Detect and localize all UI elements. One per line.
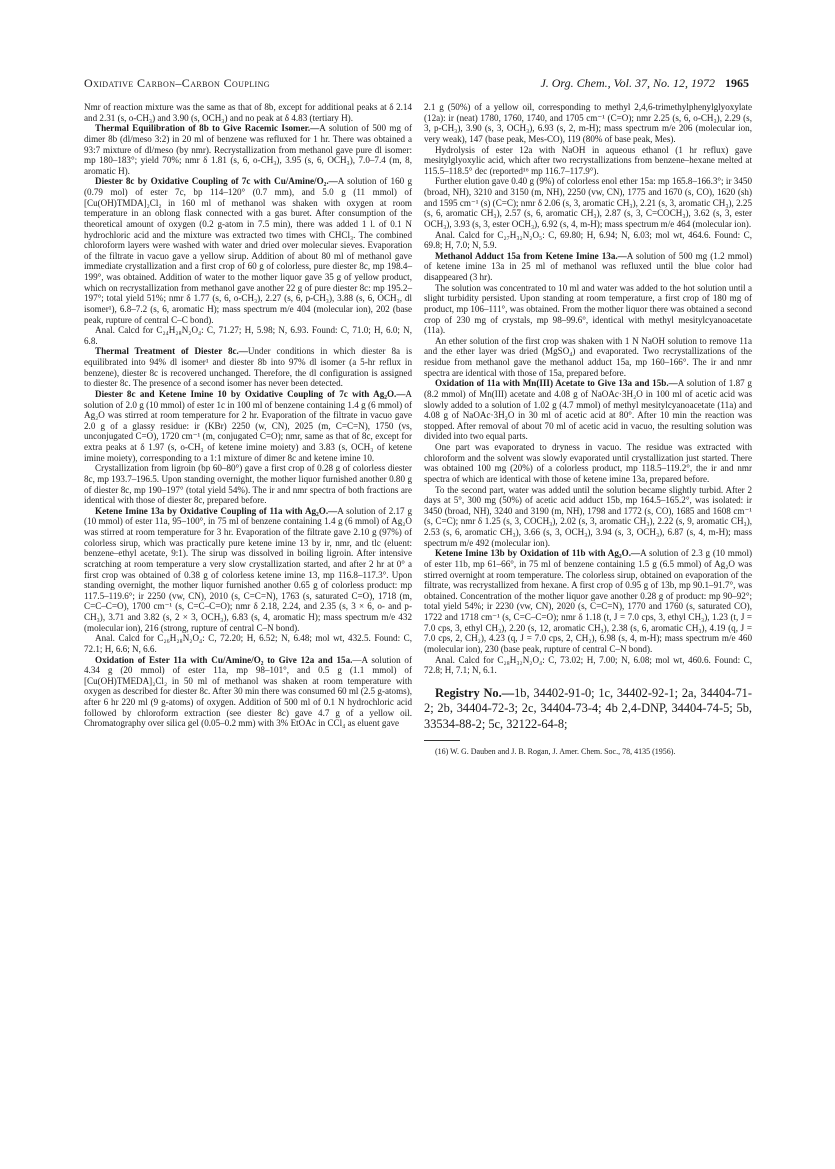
section-heading: Diester 8c and Ketene Imine 10 by Oxidative Coupling of 7c with Ag₂O.— <box>95 388 406 399</box>
paragraph <box>424 336 752 379</box>
paragraph <box>84 633 412 654</box>
paragraph-text: One part was evaporated to dryness in vacuo. The residue was extracted with chloroform and the solvent was slowly evaporated until crystallization just started. There was obtained 100 mg (20%) of a colorless product, mp 118.5–119.2°, the ir and nmr spectra of which are identical with those of ketene imine 13a, prepared before. <box>424 442 752 484</box>
paragraph-text: Further elution gave 0.40 g (9%) of colorless enol ether 15a: mp 165.8–166.3°; ir 3450 (broad, NH), 3210 and 3150 (m, NH), 2250 (vw, CN), 1775 and 1670 (s, CO), 1620 (sh) and 1595 cm⁻¹ (s) (C=C); nmr δ 2.06 (s, 3, aromatic CH₃), 2.21 (s, 3, aromatic CH₃), 2.25 (s, 6, aromatic CH₃), 2.57 (s, 6, aromatic CH₃), 2.87 (s, 3, C=COCH₃), 3.62 (s, 3, ester OCH₃), 3.93 (s, 3, ester OCH₃), 6.92 (s, 4, m-H); mass spectrum m/e 464 (molecular ion). <box>424 176 752 229</box>
section-paragraph <box>84 123 412 176</box>
paragraph-text: 1b, 34402-91-0; 1c, 34402-92-1; 2a, 34404-71-2; 2b, 34404-72-3; 2c, 34404-73-4; 4b 2,4-DNP, 34404-74-5; 5b, 33534-88-2; 5c, 32122-64-8; <box>424 685 752 731</box>
paragraph-text: A solution of 2.17 g (10 mmol) of ester 11a, 95–100°, in 75 ml of benzene containing 1.4 g (6 mmol) of Ag₂O was stirred at room temperature for 3 hr. Evaporation of the filtrate gave 2.10 g (97%) of colorless sirup, which was practically pure ketene imine 13 by ir, nmr, and tlc (eluent: benzene–ethyl acetate, 9:1). The sirup was dissolved in boiling ligroin. After intensive scratching at room temperature a very slow crystallization started, and after 2 hr at 0° a first crop was obtained of 0.38 g of colorless ketene imine 13, mp 116.8–117.3°. Upon standing overnight, the mother liquor furnished another 0.65 g of colorless product: mp 117.5–119.6°; ir 2250 (vw, CN), 2010 (s, C=C=N), 1763 (s, saturated C=O), 1718 (m, C=C–C=O), 1700 cm⁻¹ (s, C=C–C=O); nmr δ 2.18, 2.24, and 2.35 (s, 3 × 6, o- and p-CH₃), 3.71 and 3.82 (s, 2 × 3, OCH₃), 6.83 (s, 4, aromatic H); mass spectrum m/e 432 (molecular ion), 216 (strong, rupture of central C–N bond). <box>84 505 412 633</box>
paragraph <box>84 463 412 506</box>
page-header <box>84 76 749 92</box>
paragraph <box>424 283 752 336</box>
paragraph <box>424 102 752 145</box>
registry-numbers <box>424 686 752 733</box>
paragraph-text: A solution of 1.87 g (8.2 mmol) of Mn(III) acetate and 4.08 g of NaOAc·3H₂O in 100 ml of acetic acid was slowly added to a solution of 1.02 g (4.7 mmol) of methyl mesitylcyanoacetate (11a) and 4.08 g of NaOAc·3H₂O in 30 ml of acetic acid at 80°. After 10 min the reaction was stopped. After removal of about 70 ml of acetic acid in vacuo, the resulting solution was divided into two equal parts. <box>424 378 752 442</box>
paragraph-text: A solution of 2.3 g (10 mmol) of ester 11b, mp 61–66°, in 75 ml of benzene containing 1.5 g (6.5 mmol) of Ag₂O was stirred overnight at room temperature. The colorless sirup, obtained on evaporation of the filtrate, was recrystallized from hexane. A first crop of 0.95 g of 13b, mp 90.1–91.7°, was obtained. Concentration of the mother liquor gave another 0.28 g of product: mp 90–92°; total yield 54%; ir 2230 (vw, CN), 2020 (s, C=C=N), 1770 and 1760 (s, saturated CO), 1722 and 1718 cm⁻¹ (s, C=C–C=O); nmr δ 1.18 (t, J = 7.0 cps, 3, ethyl CH₃), 1.23 (t, J = 7.0 cps, 3, ethyl CH₃), 2.20 (s, 12, aromatic CH₃), 2.38 (s, 6, aromatic CH₃), 4.19 (q, J = 7.0 cps, 2, CH₂), 4.23 (q, J = 7.0 cps, 2, CH₂), 6.98 (s, 4, m-H); mass spectrum m/e 460 (molecular ion), 230 (base peak, rupture of central C–N bond). <box>424 548 752 654</box>
left-column <box>84 102 412 729</box>
section-paragraph <box>424 548 752 654</box>
paragraph-text: To the second part, water was added until the solution became slightly turbid. After 2 days at 5°, 300 mg (50%) of acetic acid adduct 15b, mp 164.5–165.2°, was isolated: ir 3450 (broad, NH), 3240 and 3190 (m, NH), 1798 and 1772 (s, CO), 1685 and 1608 cm⁻¹ (s, C=C); nmr δ 1.25 (s, 3, COCH₃), 2.02 (s, 3, aromatic CH₃), 2.22 (s, 9, aromatic CH₃), 2.53 (s, 6, aromatic CH₃), 3.66 (s, 3, OCH₃), 3.94 (s, 3, OCH₃), 6.87 (s, 4, m-H); mass spectrum m/e 492 (molecular ion). <box>424 484 752 548</box>
paragraph-text: (16) W. G. Dauben and J. B. Rogan, J. Amer. Chem. Soc., 78, 4135 (1956). <box>435 747 676 757</box>
paragraph <box>424 485 752 549</box>
paragraph-text: Anal. Calcd for C₂₇H₃₂N₂O₅: C, 69.80; H, 6.94; N, 6.03; mol wt, 464.6. Found: C, 69.8; H, 7.0; N, 5.9. <box>424 229 752 251</box>
paragraph-text: The solution was concentrated to 10 ml and water was added to the hot solution until a slight turbidity persisted. Upon standing at room temperature, a first crop of 180 mg of product, mp 106–111°, was obtained. From the mother liquor there was obtained a second crop of 230 mg of crystals, mp 98–99.6°, identical with methyl mesitylcyanoacetate (11a). <box>424 282 752 336</box>
section-paragraph <box>84 506 412 634</box>
section-paragraph <box>84 655 412 729</box>
section-heading: Ketene Imine 13a by Oxidative Coupling of 11a with Ag₂O.— <box>95 505 338 516</box>
section-heading: Methanol Adduct 15a from Ketene Imine 13a.— <box>435 250 627 261</box>
paragraph-text: Nmr of reaction mixture was the same as that of 8b, except for additional peaks at δ 2.14 and 2.31 (s, o-CH₃) and 3.90 (s, OCH₃) and no peak at δ 4.83 (tertiary H). <box>84 102 412 123</box>
section-paragraph <box>84 346 412 389</box>
page-number: 1965 <box>725 76 749 90</box>
section-heading: Ketene Imine 13b by Oxidation of 11b with Ag₂O.— <box>435 548 641 559</box>
paragraph <box>424 655 752 676</box>
section-heading: Oxidation of Ester 11a with Cu/Amine/O₂ to Give 12a and 15a. <box>95 654 353 665</box>
section-heading: Oxidation of 11a with Mn(III) Acetate to Give 13a and 15b.— <box>435 378 678 389</box>
paragraph-text: —A solution of 4.34 g (20 mmol) of ester 11a, mp 98–101°, and 0.5 g (1.1 mmol) of [Cu(OH)TMEDA]₂Cl₂ in 50 ml of methanol was shaken at room temperature with oxygen as described for diester 8c. After 30 min there was consumed 60 ml (2.5 g-atoms), after 6 hr 220 ml (9 g-atoms) of oxygen. Addition of 500 ml of 0.1 N hydrochloric acid followed by chloroform extraction (see diester 8c) gave 4.7 g of a yellow oil. Chromatography over silica gel (0.05–0.2 mm) with 3% EtOAc in CCl₄ as eluent gave <box>84 654 412 729</box>
journal-citation <box>540 76 749 91</box>
paragraph <box>424 442 752 485</box>
running-title: Oxidative Carbon–Carbon Coupling <box>84 76 270 90</box>
paragraph-text: Under conditions in which diester 8a is equilibrated into 94% dl isomer¹ and diester 8b into 97% dl isomer (a 5-hr reflux in benzene), diester 8c is recovered unchanged. Therefore, the dl configuration is assigned to diester 8c. The presence of a second isomer has never been detected. <box>84 346 412 389</box>
section-paragraph <box>424 378 752 442</box>
journal-name: J. Org. Chem., Vol. 37, No. 12, 1972 <box>540 76 715 90</box>
paragraph-text: Crystallization from ligroin (bp 60–80°) gave a first crop of 0.28 g of colorless diester 8c, mp 193.7–196.5. Upon standing overnight, the mother liquor furnished another 0.80 g of diester 8c, mp 190–197° (total yield 54%). The ir and nmr spectra of both fractions are identical with those of diester 8c, prepared before. <box>84 463 412 506</box>
paragraph <box>424 145 752 177</box>
paragraph <box>424 176 752 229</box>
section-heading: Diester 8c by Oxidative Coupling of 7c with Cu/Amine/O₂.— <box>95 176 338 187</box>
footnote <box>424 747 752 757</box>
right-column <box>424 102 752 757</box>
paragraph-text: A solution of 500 mg of dimer 8b (dl/meso 3:2) in 20 ml of benzene was refluxed for 1 hr. There was obtained a 93:7 mixture of dl/meso (by nmr). Recrystallization from methanol gave pure dl isomer: mp 180–183°; yield 70%; nmr δ 1.81 (s, 6, o-CH₃), 3.95 (s, 6, OCH₃), 7.0–7.4 (m, 8, aromatic H). <box>84 123 412 176</box>
section-heading: Thermal Equilibration of 8b to Give Racemic Isomer.— <box>95 123 320 134</box>
paragraph-text: Anal. Calcd for C₂₈H₃₂N₂O₄: C, 73.02; H, 7.00; N, 6.08; mol wt, 460.6. Found: C, 72.8; H, 7.1; N, 6.1. <box>424 654 752 676</box>
section-paragraph <box>84 389 412 463</box>
paragraph-text: Hydrolysis of ester 12a with NaOH in aqueous ethanol (1 hr reflux) gave mesitylglyoxylic acid, which after two recrystallizations from benzene–hexane melted at 115.5–118.5° dec (reported¹⁶ mp 116.7–117.9°). <box>424 144 752 176</box>
paragraph-text: Anal. Calcd for C₂₄H₂₈N₂O₄: C, 71.27; H, 5.98; N, 6.93. Found: C, 71.0; H, 6.0; N, 6.8. <box>84 325 412 346</box>
paragraph-text: A solution of 160 g (0.79 mol) of ester 7c, bp 114–120° (0.7 mm), and 5.0 g (11 mmol) of [Cu(OH)TMDA]₂Cl₂ in 160 ml of methanol was shaken with oxygen at room temperature in an oblong flask connected with a gas buret. After consumption of the theoretical amount of oxygen (0.2 g-atom in 7.5 min), there was added 1 l. of 0.1 N hydrochloric acid and the mixture was extracted two times with CHCl₃. The combined chloroform layers were washed with water and dried over molecular sieves. Evaporation of the filtrate in vacuo gave a yellow sirup. Addition of about 80 ml of methanol gave immediate crystallization and a first crop of 60 g of colorless, pure diester 8c, mp 198.4–199°, was obtained. Addition of water to the mother liquor gave 35 g of yellow product, which on recrystallization from methanol gave another 22 g of pure diester 8c: mp 195.2–197°; total yield 51%; nmr δ 1.77 (s, 6, o-CH₃), 2.27 (s, 6, p-CH₃), 3.88 (s, 6, OCH₃, dl isomer¹), 6.8–7.2 (s, 6, aromatic H); mass spectrum m/e 404 (molecular ion), 202 (base peak, rupture of central C–C bond). <box>84 176 412 325</box>
paragraph-text: 2.1 g (50%) of a yellow oil, corresponding to methyl 2,4,6-trimethylphenylglyoxylate (12a): ir (neat) 1780, 1760, 1740, and 1705 cm⁻¹ (C=O); nmr 2.25 (s, 6, o-CH₃), 2.29 (s, 3, p-CH₃), 3.90 (s, 3, OCH₃), 6.93 (s, 2, m-H); mass spectrum m/e 206 (molecular ion, very weak), 147 (base peak, Mes-CO), 119 (80% of base peak, Mes). <box>424 102 752 144</box>
section-paragraph <box>424 251 752 283</box>
paragraph-text: A solution of 2.0 g (10 mmol) of ester 1c in 100 ml of benzene containing 1.4 g (6 mmol) of Ag₂O was stirred at room temperature for 2 hr. Evaporation of the filtrate in vacuo gave 2.0 g of a glassy residue: ir (KBr) 2250 (w, CN), 2025 (m, C=C=N), 1750 (vs, unconjugated C=O), 1720 cm⁻¹ (m, conjugated C=O); nmr, same as that of 8c, except for extra peaks at δ 1.97 (s, o-CH₃ of ketene imine moiety) and 3.83 (s, OCH₃ of ketene imine moiety), corresponding to a 1:1 mixture of dimer 8c and ketene imine 10. <box>84 388 412 463</box>
paragraph <box>84 325 412 346</box>
paragraph <box>84 102 412 123</box>
section-paragraph <box>84 176 412 325</box>
paragraph <box>424 230 752 251</box>
footnote-rule <box>424 740 460 741</box>
paragraph-text: A solution of 500 mg (1.2 mmol) of ketene imine 13a in 25 ml of methanol was refluxed until the blue color had disappeared (3 hr). <box>424 250 752 282</box>
paragraph-text: An ether solution of the first crop was shaken with 1 N NaOH solution to remove 11a and the ether layer was dried (MgSO₄) and evaporated. Two recrystallizations of the residue from methanol gave the methanol adduct 15a, mp 160–166°. The ir and nmr spectra are identical with those of 15a, prepared before. <box>424 335 752 378</box>
section-heading: Thermal Treatment of Diester 8c.— <box>95 346 248 357</box>
section-heading: Registry No.— <box>435 685 515 700</box>
paragraph-text: Anal. Calcd for C₂₆H₂₈N₂O₄: C, 72.20; H, 6.52; N, 6.48; mol wt, 432.5. Found: C, 72.1; H, 6.6; N, 6.6. <box>84 633 412 654</box>
